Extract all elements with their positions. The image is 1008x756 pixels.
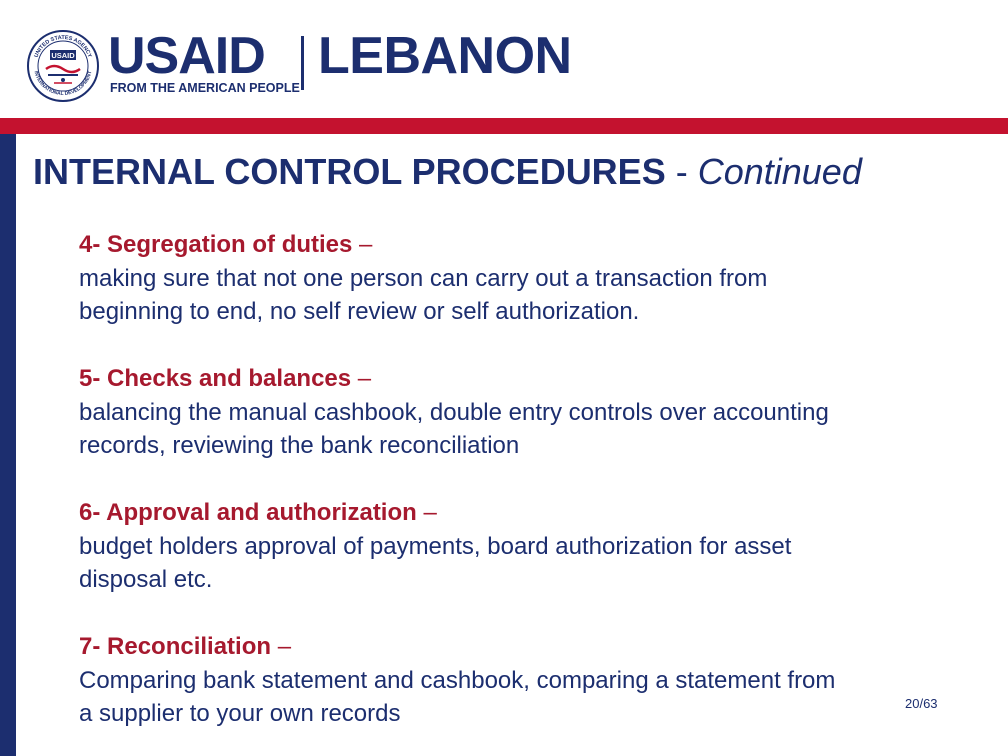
item-body-line: making sure that not one person can carry out a transaction from [79,264,768,292]
item-heading-text: 7- Reconciliation [79,633,272,660]
item-dash: – [416,499,437,526]
title-main: INTERNAL CONTROL PROCEDURES [33,151,666,192]
svg-text:UNITED STATES AGENCY: UNITED STATES AGENCY [33,34,93,59]
svg-text:INTERNATIONAL DEVELOPMENT: INTERNATIONAL DEVELOPMENT [32,70,94,98]
item-body-line: a supplier to your own records [79,700,401,727]
item-heading [79,228,979,262]
left-accent-bar [0,134,16,756]
item-heading [79,362,979,396]
header [0,0,1008,118]
tagline: FROM THE AMERICAN PEOPLE [110,81,300,95]
item-body-line: balancing the manual cashbook, double entry controls over accounting [79,398,829,426]
list-item [79,362,979,463]
content [79,228,979,756]
list-item [79,496,979,597]
item-heading [79,630,979,664]
item-body-line: Comparing bank statement and cashbook, comparing a statement from [79,666,836,694]
item-heading-text: 4- Segregation of duties [79,231,353,258]
list-item [79,630,979,731]
usaid-seal-icon [26,29,100,103]
page-title [33,150,862,194]
country-name: LEBANON [318,27,572,85]
title-separator: - [665,151,698,192]
title-suffix: Continued [697,151,862,192]
item-body-line: beginning to end, no self review or self authorization. [79,298,640,325]
item-dash: – [351,365,372,392]
header-divider [301,36,304,90]
item-body-line: budget holders approval of payments, board authorization for asset [79,532,792,560]
item-body-line: records, reviewing the bank reconciliation [79,432,520,459]
item-heading [79,496,979,530]
red-band [0,118,1008,134]
item-body-line: disposal etc. [79,566,213,593]
item-heading-text: 5- Checks and balances [79,365,352,392]
item-heading-text: 6- Approval and authorization [79,499,417,526]
usaid-wordmark: USAID [108,27,265,85]
item-dash: – [352,231,373,258]
page-number: 20/63 [905,696,938,711]
item-dash: – [271,633,292,660]
svg-text:USAID: USAID [51,51,75,60]
list-item [79,228,979,329]
